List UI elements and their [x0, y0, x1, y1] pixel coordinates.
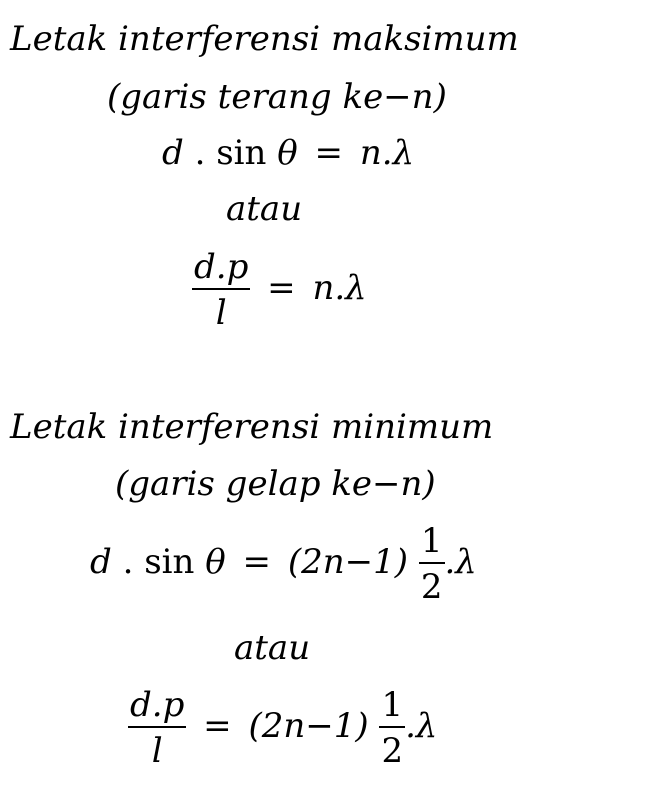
subheading-bright-fringe: (garis terang ke−n): [107, 77, 447, 117]
eq-tail: .λ: [444, 542, 477, 582]
fraction-numerator: 1: [379, 688, 405, 728]
heading-interference-minimum: Letak interferensi minimum: [10, 407, 494, 447]
equation-min-sin: [90, 521, 477, 607]
eq-equals: =: [267, 268, 296, 308]
eq-dot: .: [122, 542, 134, 582]
equation-min-fraction: [128, 685, 438, 771]
heading-interference-maximum: Letak interferensi maksimum: [10, 19, 519, 59]
fraction-numerator: d.p: [192, 250, 250, 290]
fraction-dp-over-l: [128, 685, 186, 771]
eq-factor: (2n−1): [248, 706, 369, 746]
fraction-one-half: [419, 521, 445, 607]
equation-max-sin: [162, 133, 415, 173]
fraction-denominator: 2: [381, 731, 404, 771]
fraction-denominator: l: [151, 731, 163, 771]
eq-equals: =: [314, 133, 344, 173]
eq-var-d: d: [162, 133, 184, 173]
eq-rhs: n.λ: [359, 133, 415, 173]
or-label-max: atau: [226, 189, 303, 229]
eq-theta: θ: [205, 542, 226, 582]
eq-var-d: d: [90, 542, 112, 582]
eq-tail: .λ: [405, 706, 438, 746]
eq-equals: =: [203, 706, 232, 746]
fraction-denominator: 2: [420, 567, 443, 607]
fraction-numerator: 1: [419, 524, 445, 564]
eq-dot: .: [194, 133, 206, 173]
eq-sin: sin: [144, 542, 195, 582]
fraction-dp-over-l: [192, 247, 250, 333]
eq-sin: sin: [216, 133, 267, 173]
fraction-one-half: [379, 685, 405, 771]
eq-equals: =: [242, 542, 272, 582]
subheading-dark-fringe: (garis gelap ke−n): [115, 464, 436, 504]
fraction-denominator: l: [215, 293, 227, 333]
or-label-min: atau: [234, 628, 311, 668]
equation-max-fraction: [192, 247, 367, 333]
eq-theta: θ: [277, 133, 298, 173]
fraction-numerator: d.p: [128, 688, 186, 728]
eq-rhs: n.λ: [312, 268, 367, 308]
eq-factor: (2n−1): [287, 542, 409, 582]
